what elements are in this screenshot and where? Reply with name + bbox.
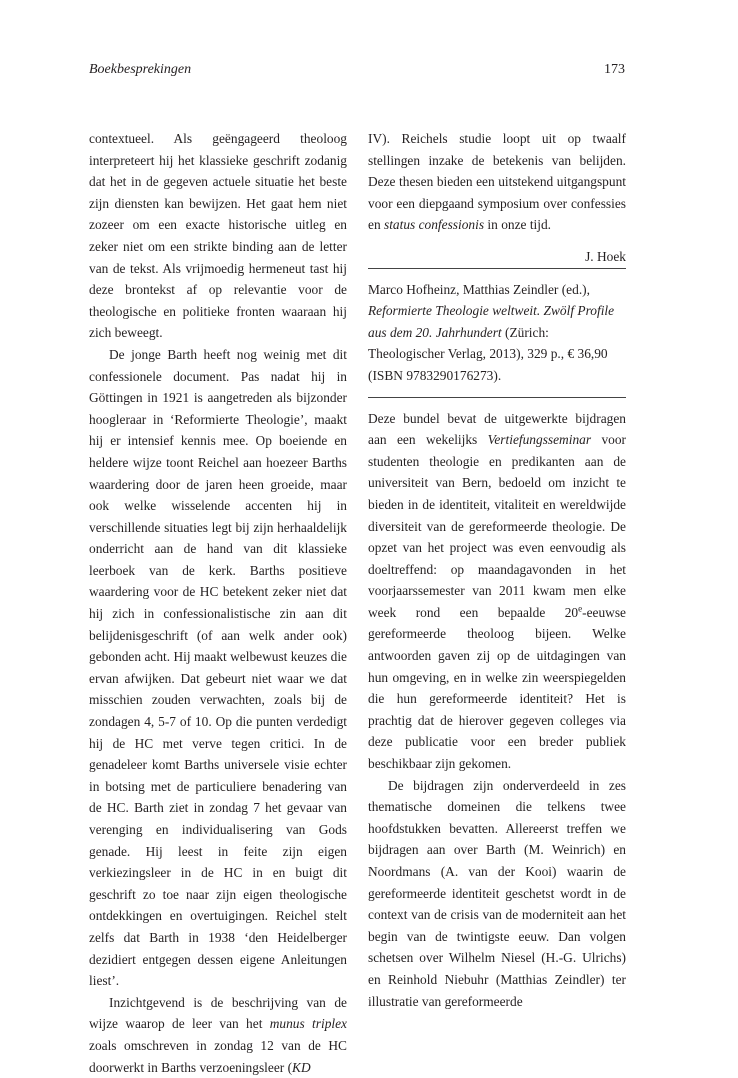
citation-title: Reformierte Theologie weltweit. Zwölf Profile aus dem 20. Jahrhundert — [368, 303, 615, 340]
paragraph-text: zoals omschreven in zondag 12 van de HC doorwerkt in Barths verzoeningsleer ( — [89, 1037, 347, 1075]
paragraph: De bijdragen zijn onderverdeeld in zes thematische domeinen die telkens twee hoofdstukken bevatten. Allereerst treffen we bijdragen aan over Barth (M. Weinrich) en Noordmans (A. van der Kooi) waarin de gereformeerde identiteit geschetst wordt in de context van de crisis van de moderniteit aan het begin van de twintigste eeuw. Dan volgen schetsen over Wilhelm Niesel (H.-G. Ulrichs) en Reinhold Niebuhr (Matthias Zeindler) ter illustratie van gereformeerde — [368, 777, 626, 1009]
citation-details: (Zürich: Theologischer Verlag, 2013), 329 p., € 36,90 (ISBN 9783290176273). — [368, 324, 608, 383]
book-citation — [368, 279, 626, 387]
left-column — [89, 128, 347, 1078]
right-column — [368, 128, 626, 1012]
paragraph — [89, 992, 347, 1078]
paragraph-text: -eeuwse gereformeerde theoloog bijeen. Welke antwoorden gaven zij op de uitdagingen van hun omgeving, en in welke zin weerspiegelden die hun gereformeerde identiteit? Het is prachtig dat de hierover gegeven colleges via deze publicatie voor een breder publiek beschikbaar zijn gekomen. — [368, 604, 626, 772]
italic-term: status confessionis — [384, 217, 485, 233]
paragraph: De jonge Barth heeft nog weinig met dit confessionele document. Pas nadat hij in Göttingen in 1921 is aangetreden als bijzonder hoogleraar in ‘Reformierte Theologie’, maakt hij er intensief kennis mee. Op boeiende en heldere wijze toont Reichel aan hoezeer Barths waardering door de jaren heen groeide, maar ook welke wisselende accenten hij in verschillende situaties legt bij zijn herhaaldelijk onderricht aan de hand van dit klassieke leerboek van de kerk. Barths positieve waardering voor de HC betekent zeker niet dat hij zich in confessionalistische zin aan dit belijdenisgeschrift (of aan welk ander ook) gebonden acht. Hij maakt welbewust keuzes die ervan afwijken. Dat gebeurt niet waar we dat misschien zouden verwachten, zoals bij de zondagen 4, 5-7 of 10. Op die punten verdedigt hij de HC met verve tegen critici. In de genadeleer komt Barths universele visie echter in botsing met de particuliere benadering van de HC. Barth ziet in zondag 7 het gevaar van verenging en individualisering van Gods genade. Hij leest in feite zijn eigen verkiezingsleer in de HC in en buigt dit geschrift zo toe naar zijn eigen theologische ontdekkingen en overtuigingen. Reichel stelt zelfs dat Barth in 1938 ‘den Heidelberger dezidiert entgegen dessen eigene Anleitungen liest’. — [89, 346, 347, 989]
paragraph-text: Inzichtgevend is de beschrijving van de wijze waarop de leer van het — [89, 994, 347, 1032]
page-number: 173 — [604, 62, 625, 77]
italic-term: Vertiefungsseminar — [487, 432, 592, 448]
citation-authors: Marco Hofheinz, Matthias Zeindler (ed.), — [368, 281, 590, 297]
divider — [368, 397, 626, 398]
paragraph: contextueel. Als geëngageerd theoloog interpreteert hij het klassieke geschrift zodanig dat het in de gegeven actuele situatie het beste zijn diensten kan bewijzen. Het gaat hem niet zozeer om een exacte historische uitleg en zeker niet om een strikte binding aan de letter van de tekst. Als vrijmoedig hermeneut tast hij deze brontekst af op relevantie voor de theologische en politieke fronten waaraan hij zich beweegt. — [89, 131, 347, 341]
reviewer-signature: J. Hoek — [585, 248, 626, 264]
paragraph — [368, 408, 626, 775]
paragraph — [368, 128, 626, 236]
paragraph-text: in onze tijd. — [484, 217, 552, 233]
paragraph-text: voor studenten theologie en predikanten aan de universiteit van Bern, bedoeld om inzicht te bieden in de identiteit, vitaliteit en wereldwijde diversiteit van de gereformeerde theologie. De opzet van het project was even eenvoudig als doeltreffend: op maandagavonden in het voorjaarssemester van 2011 kwam men elke week rond een bepaalde 20 — [368, 432, 626, 620]
superscript: e — [578, 603, 583, 614]
paragraph-text: Deze bundel bevat de uitgewerkte bijdragen aan een wekelijks — [368, 410, 626, 448]
italic-term: munus triplex — [269, 1016, 347, 1032]
divider — [368, 268, 626, 269]
running-header-section: Boekbesprekingen — [89, 62, 192, 77]
paragraph-text: IV). Reichels studie loopt uit op twaalf stellingen inzake de betekenis van belijden. Deze thesen bieden een uitstekend uitgangspunt voor een diepgaand symposium over confessies en — [368, 131, 626, 233]
italic-term: KD — [292, 1059, 311, 1075]
